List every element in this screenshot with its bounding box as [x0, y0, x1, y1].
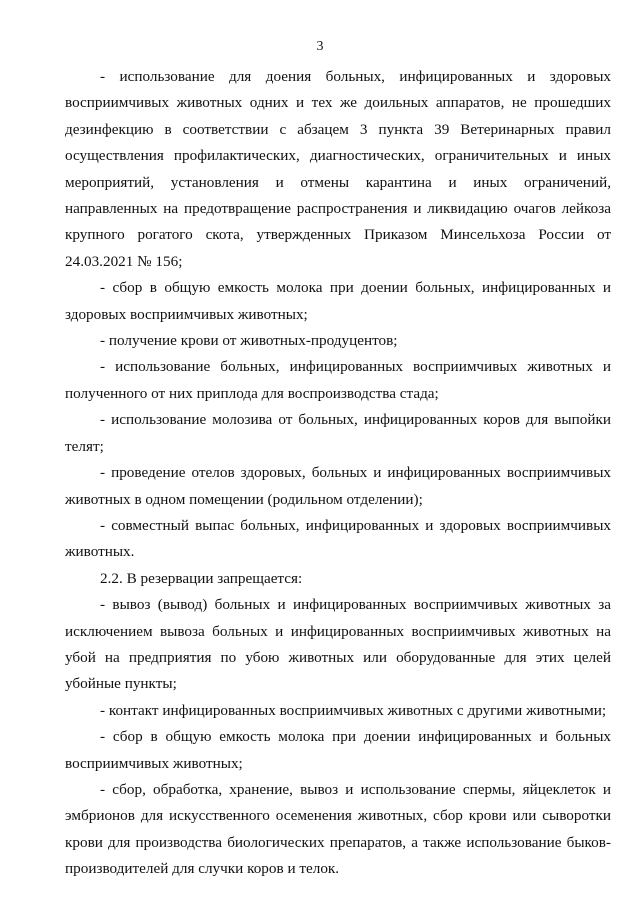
paragraph-joint-grazing: - совместный выпас больных, инфицированных и здоровых восприимчивых животных. [65, 516, 611, 561]
paragraph-common-milk-container: - сбор в общую емкость молока при доении больных, инфицированных и здоровых восприимчивых животных; [65, 279, 611, 323]
section-heading-reservation: 2.2. В резервации запрещается: [100, 569, 303, 587]
paragraph-milk-collection: - сбор в общую емкость молока при доении инфицированных и больных восприимчивых животных; [65, 728, 611, 772]
paragraph-calving: - проведение отелов здоровых, больных и инфицированных восприимчивых животных в одном помещении (родильном отделении); [65, 464, 611, 508]
paragraph-colostrum: - использование молозива от больных, инфицированных коров для выпойки телят; [65, 411, 611, 455]
paragraph-breeding-use: - использование больных, инфицированных восприимчивых животных и полученного от них приплода для воспроизводства стада; [65, 358, 611, 402]
paragraph-blood-collection: - получение крови от животных-продуцентов; [100, 332, 398, 350]
document-body [65, 64, 611, 883]
paragraph-animal-removal: - вывоз (вывод) больных и инфицированных восприимчивых животных за исключением вывоза больных и инфицированных восприимчивых животных на убой на предприятия по убою животных или оборудованные для этих целей убойные пункты; [65, 596, 611, 693]
paragraph-milking-equipment: - использование для доения больных, инфицированных и здоровых восприимчивых животных одних и тех же доильных аппаратов, не прошедших дезинфекцию в соответствии с абзацем 3 пункта 39 Ветеринарных правил осуществления профилактических, диагностических, ограничительных и иных мероприятий, установления и отмены карантина и иных ограничений, направленных на предотвращение распространения и ликвидацию очагов лейкоза крупного рогатого скота, утвержденных Приказом Минсельхоза России от 24.03.2021 № 156; [65, 68, 611, 270]
page-number: 3 [316, 39, 324, 54]
paragraph-animal-contact: - контакт инфицированных восприимчивых животных с другими животными; [100, 701, 607, 719]
paragraph-sperm-embryos: - сбор, обработка, хранение, вывоз и использование спермы, яйцеклеток и эмбрионов для искусственного осеменения животных, сбор крови или сыворотки крови для производства биологических препаратов, а также использование быков-производителей для случки коров и телок. [65, 780, 611, 878]
